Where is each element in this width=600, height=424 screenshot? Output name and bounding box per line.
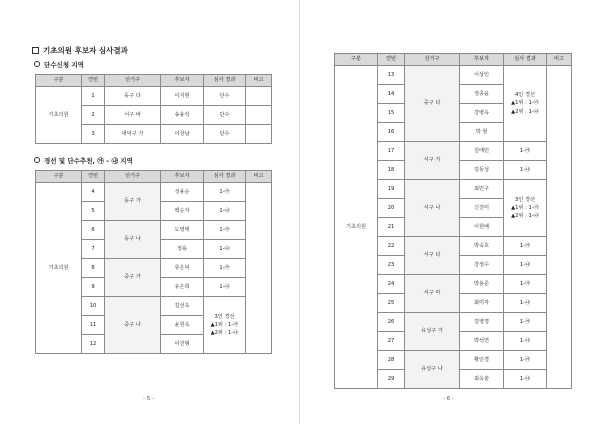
merged-result-line: ▲1위 : 1-㉮ — [511, 204, 539, 211]
row-result: 1-㉮ — [504, 275, 547, 294]
table-header-row — [335, 54, 572, 66]
row-result: 1-㉯ — [204, 202, 246, 221]
row-no: 18 — [378, 161, 405, 180]
row-candidate: 백승자 — [161, 202, 204, 221]
merged-result-cell — [204, 297, 246, 354]
document-title — [32, 45, 128, 56]
row-no: 1 — [82, 87, 105, 106]
col-header-note: 비고 — [547, 54, 572, 66]
row-result: 1-㉮ — [504, 142, 547, 161]
col-header-result: 심사 결과 — [504, 54, 547, 66]
merged-result-line: 4인 경선 — [515, 92, 535, 99]
row-candidate: 김선옥 — [161, 297, 204, 316]
row-no: 6 — [82, 221, 105, 240]
merged-result-line: ▲1위 : 1-㉮ — [511, 100, 539, 107]
row-no: 23 — [378, 256, 405, 275]
row-result: 단수 — [204, 106, 246, 125]
row-candidate: 최미자 — [460, 294, 504, 313]
merged-result-line: ▲1위 : 1-㉮ — [210, 321, 239, 328]
row-no: 3 — [82, 125, 105, 144]
col-header-category: 구분 — [36, 75, 82, 87]
merged-result-cell — [504, 180, 547, 237]
row-no: 29 — [378, 370, 405, 389]
row-candidate: 박 현 — [460, 123, 504, 142]
row-no: 12 — [82, 335, 105, 354]
row-no: 13 — [378, 66, 405, 85]
row-no: 28 — [378, 351, 405, 370]
row-result: 1-㉯ — [504, 370, 547, 389]
circle-bullet-icon — [34, 61, 40, 67]
row-no: 26 — [378, 313, 405, 332]
row-no: 17 — [378, 142, 405, 161]
row-result: 1-㉯ — [504, 161, 547, 180]
right-page — [300, 0, 600, 424]
row-no: 22 — [378, 237, 405, 256]
col-header-candidate: 후보자 — [460, 54, 504, 66]
table-row — [36, 87, 272, 106]
col-header-candidate: 후보자 — [161, 171, 204, 183]
district-cell: 서구 나 — [405, 180, 460, 237]
row-district: 동구 다 — [105, 87, 161, 106]
row-candidate: 신진미 — [460, 199, 504, 218]
row-result: 1-㉯ — [504, 294, 547, 313]
row-candidate: 최민구 — [460, 180, 504, 199]
merged-result-line: 3인 경선 — [515, 196, 535, 203]
row-no: 21 — [378, 218, 405, 237]
district-cell: 유성구 가 — [405, 313, 460, 351]
row-no: 7 — [82, 240, 105, 259]
row-candidate: 송용석 — [161, 106, 204, 125]
table-header-row — [36, 75, 272, 87]
row-result: 1-㉮ — [204, 183, 246, 202]
candidates-table-continued — [334, 53, 572, 389]
row-no: 19 — [378, 180, 405, 199]
district-cell: 중구 다 — [405, 66, 460, 142]
row-no: 15 — [378, 104, 405, 123]
row-no: 24 — [378, 275, 405, 294]
table-row — [36, 183, 272, 202]
row-result: 1-㉮ — [204, 259, 246, 278]
col-header-district: 선거구 — [405, 54, 460, 66]
row-candidate: 정용 — [161, 240, 204, 259]
primary-candidates-table — [35, 170, 272, 354]
row-no: 27 — [378, 332, 405, 351]
row-no: 16 — [378, 123, 405, 142]
section-heading-primary — [34, 156, 133, 165]
row-result: 1-㉯ — [204, 240, 246, 259]
row-result: 1-㉮ — [204, 221, 246, 240]
row-no: 11 — [82, 316, 105, 335]
row-candidate: 류은덕 — [161, 259, 204, 278]
district-cell: 서구 가 — [405, 142, 460, 180]
col-header-no: 연번 — [82, 75, 105, 87]
row-candidate: 김태민 — [460, 142, 504, 161]
merged-result-cell — [504, 66, 547, 142]
page-number: - 6 - — [443, 396, 454, 402]
row-no: 5 — [82, 202, 105, 221]
row-candidate: 이진형 — [161, 335, 204, 354]
col-header-category: 구분 — [335, 54, 378, 66]
col-header-note: 비고 — [246, 171, 272, 183]
row-result: 단수 — [204, 125, 246, 144]
row-no: 20 — [378, 199, 405, 218]
district-cell: 중구 가 — [105, 259, 161, 297]
row-candidate: 이상인 — [460, 66, 504, 85]
section-heading-primary-text: 경선 및 단수추천, ㉮ – ㉯ 지역 — [44, 157, 133, 165]
row-note — [246, 106, 272, 125]
district-cell: 동구 나 — [105, 221, 161, 259]
row-candidate: 이원배 — [460, 218, 504, 237]
row-candidate: 성용순 — [161, 183, 204, 202]
row-candidate: 김영경 — [460, 313, 504, 332]
row-candidate: 도영태 — [161, 221, 204, 240]
table-header-row — [36, 171, 272, 183]
row-no: 25 — [378, 294, 405, 313]
row-candidate: 강병옥 — [460, 104, 504, 123]
row-result: 1-㉮ — [504, 313, 547, 332]
row-no: 4 — [82, 183, 105, 202]
row-district: 대덕구 가 — [105, 125, 161, 144]
col-header-result: 심사 결과 — [204, 171, 246, 183]
section-heading-single-text: 단수신청 지역 — [44, 61, 84, 69]
section-heading-single — [34, 60, 84, 69]
row-result: 1-㉯ — [504, 332, 547, 351]
row-no: 8 — [82, 259, 105, 278]
district-cell: 동구 가 — [105, 183, 161, 221]
category-cell: 기초의원 — [335, 66, 378, 389]
row-candidate: 윤원옥 — [161, 316, 204, 335]
row-candidate: 김동성 — [460, 161, 504, 180]
page-number: - 5 - — [143, 396, 154, 402]
district-cell: 유성구 나 — [405, 351, 460, 389]
row-candidate: 유은희 — [161, 278, 204, 297]
row-no: 2 — [82, 106, 105, 125]
row-note — [246, 125, 272, 144]
district-cell: 서구 다 — [405, 237, 460, 275]
row-candidate: 이지현 — [161, 87, 204, 106]
category-cell: 기초의원 — [36, 87, 82, 144]
row-note — [246, 87, 272, 106]
row-candidate: 정종윤 — [460, 85, 504, 104]
row-result: 단수 — [204, 87, 246, 106]
col-header-district: 선거구 — [105, 75, 161, 87]
col-header-result: 심사 결과 — [204, 75, 246, 87]
col-header-candidate: 후보자 — [161, 75, 204, 87]
row-result: 1-㉮ — [504, 351, 547, 370]
col-header-no: 연번 — [378, 54, 405, 66]
row-no: 14 — [378, 85, 405, 104]
merged-result-line: ▲2위 : 1-㉯ — [511, 213, 539, 220]
document-title-text: 기초의원 후보자 심사결과 — [43, 46, 128, 55]
row-result: 1-㉯ — [504, 256, 547, 275]
col-header-district: 선거구 — [105, 171, 161, 183]
row-candidate: 최옥술 — [460, 370, 504, 389]
row-result: 1-㉮ — [504, 237, 547, 256]
row-result: 1-㉯ — [204, 278, 246, 297]
merged-result-line: ▲2위 : 1-㉯ — [511, 108, 539, 115]
col-header-no: 연번 — [82, 171, 105, 183]
merged-result-line: 3인 경선 — [214, 313, 235, 320]
category-cell: 기초의원 — [36, 183, 82, 354]
checkbox-square-icon — [32, 47, 39, 54]
note-cell — [246, 183, 272, 354]
district-cell: 중구 나 — [105, 297, 161, 354]
row-candidate: 박용준 — [460, 275, 504, 294]
circle-bullet-icon — [34, 157, 40, 163]
row-no: 9 — [82, 278, 105, 297]
note-cell — [547, 66, 572, 389]
table-row — [335, 66, 572, 85]
row-candidate: 이상남 — [161, 125, 204, 144]
row-district: 서구 바 — [105, 106, 161, 125]
row-candidate: 황인경 — [460, 351, 504, 370]
row-no: 10 — [82, 297, 105, 316]
single-application-table — [35, 74, 272, 144]
row-candidate: 강정수 — [460, 256, 504, 275]
merged-result-line: ▲2위 : 1-㉯ — [210, 330, 239, 337]
district-cell: 서구 마 — [405, 275, 460, 313]
col-header-note: 비고 — [246, 75, 272, 87]
col-header-category: 구분 — [36, 171, 82, 183]
row-candidate: 박석연 — [460, 332, 504, 351]
row-candidate: 박숙호 — [460, 237, 504, 256]
